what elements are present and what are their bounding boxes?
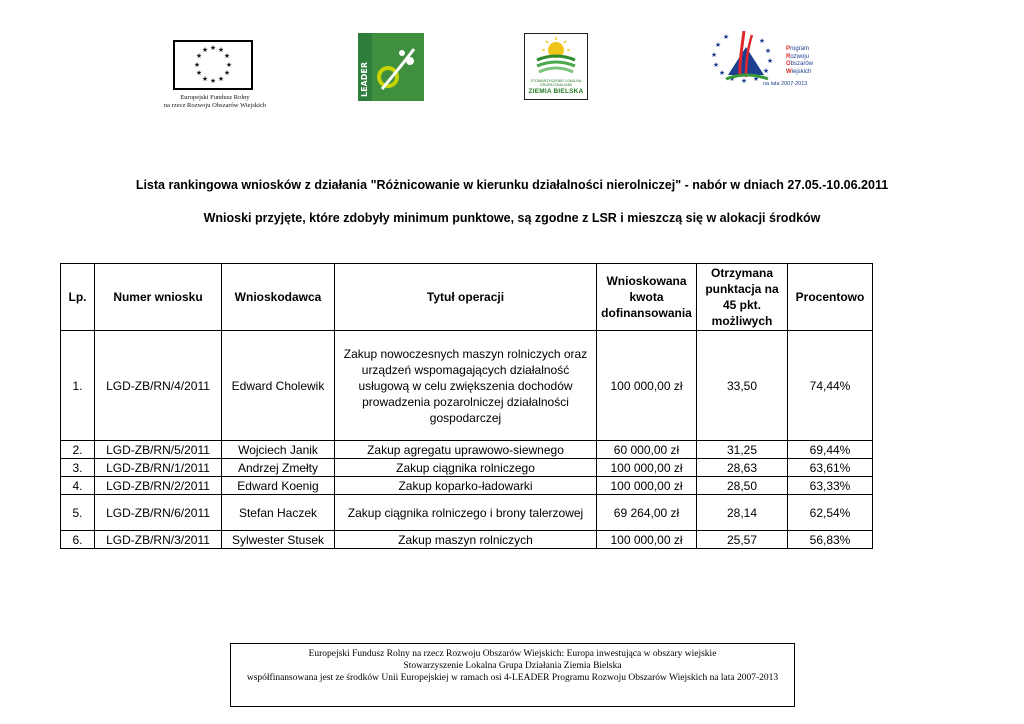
svg-text:★: ★ — [714, 41, 722, 49]
svg-text:★: ★ — [201, 46, 209, 54]
footer-box — [230, 643, 795, 707]
cell-kwota: 100 000,00 zł — [597, 459, 697, 477]
cell-tytul: Zakup koparko-ładowarki — [335, 477, 597, 495]
prow-line-4: Wiejskich — [786, 68, 812, 75]
cell-punktacja: 28,63 — [697, 459, 788, 477]
table-row — [61, 477, 873, 495]
cell-lp: 5. — [61, 495, 95, 531]
cell-numer: LGD-ZB/RN/6/2011 — [95, 495, 222, 531]
cell-kwota: 100 000,00 zł — [597, 331, 697, 441]
svg-text:★: ★ — [217, 75, 225, 83]
svg-text:★: ★ — [766, 57, 774, 65]
cell-lp: 3. — [61, 459, 95, 477]
table-row — [61, 331, 873, 441]
table-header-row — [61, 264, 873, 331]
svg-text:★: ★ — [758, 37, 766, 45]
svg-text:★: ★ — [209, 44, 217, 52]
cell-lp: 4. — [61, 477, 95, 495]
prow-line-3: Obszarów — [786, 61, 814, 67]
ranking-table — [60, 263, 873, 549]
cell-procent: 63,33% — [788, 477, 873, 495]
zb-name-text: ZIEMIA BIELSKA — [528, 88, 584, 95]
header-wnioskodawca: Wnioskodawca — [222, 264, 335, 331]
table-row — [61, 441, 873, 459]
svg-text:★: ★ — [195, 69, 203, 77]
page-subtitle: Wnioski przyjęte, które zdobyły minimum punktowe, są zgodne z LSR i mieszczą się w alokacji środków — [203, 211, 821, 225]
sun-field-icon — [525, 34, 587, 78]
cell-wnioskodawca: Stefan Haczek — [222, 495, 335, 531]
footer-line-2: Stowarzyszenie Lokalna Grupa Działania Ziemia Bielska — [403, 661, 622, 671]
table-row — [61, 459, 873, 477]
prow-line-1: Program — [786, 46, 810, 52]
cell-procent: 63,61% — [788, 459, 873, 477]
page-title: Lista rankingowa wniosków z działania "Różnicowanie w kierunku działalności nierolniczej" - nabór w dniach 27.05.-10.06.2011 — [135, 178, 889, 192]
svg-text:★: ★ — [201, 75, 209, 83]
table-row — [61, 531, 873, 549]
header-kwota: Wnioskowana kwota dofinansowania — [597, 264, 697, 331]
header-procent: Procentowo — [788, 264, 873, 331]
cell-kwota: 100 000,00 zł — [597, 531, 697, 549]
eu-flag-logo — [173, 40, 253, 90]
cell-numer: LGD-ZB/RN/4/2011 — [95, 331, 222, 441]
cell-kwota: 100 000,00 zł — [597, 477, 697, 495]
cell-numer: LGD-ZB/RN/5/2011 — [95, 441, 222, 459]
cell-numer: LGD-ZB/RN/1/2011 — [95, 459, 222, 477]
cell-procent: 62,54% — [788, 495, 873, 531]
cell-procent: 69,44% — [788, 441, 873, 459]
svg-text:★: ★ — [712, 61, 720, 69]
prow-name — [786, 46, 813, 76]
cell-procent: 74,44% — [788, 331, 873, 441]
cell-tytul: Zakup maszyn rolniczych — [335, 531, 597, 549]
svg-text:★: ★ — [752, 75, 760, 83]
svg-text:★: ★ — [217, 46, 225, 54]
svg-text:★: ★ — [728, 75, 736, 83]
cell-tytul: Zakup ciągnika rolniczego i brony talerzowej — [335, 495, 597, 531]
ziemia-bielska-logo — [524, 33, 588, 100]
svg-text:★: ★ — [193, 61, 201, 69]
cell-wnioskodawca: Edward Koenig — [222, 477, 335, 495]
cell-kwota: 69 264,00 zł — [597, 495, 697, 531]
header-punktacja: Otrzymana punktacja na 45 pkt. możliwych — [697, 264, 788, 331]
cell-punktacja: 25,57 — [697, 531, 788, 549]
cell-wnioskodawca: Andrzej Zmełty — [222, 459, 335, 477]
cell-lp: 2. — [61, 441, 95, 459]
header-tytul: Tytuł operacji — [335, 264, 597, 331]
cell-procent: 56,83% — [788, 531, 873, 549]
cell-tytul: Zakup ciągnika rolniczego — [335, 459, 597, 477]
cell-numer: LGD-ZB/RN/3/2011 — [95, 531, 222, 549]
cell-lp: 6. — [61, 531, 95, 549]
svg-text:★: ★ — [195, 52, 203, 60]
leader-logo-text: LEADER — [360, 61, 369, 97]
svg-text:★: ★ — [764, 47, 772, 55]
footer-line-3: współfinansowana jest ze środków Unii Europejskiej w ramach osi 4-LEADER Programu Rozwoju Obszarów Wiejskich na lata 2007-2013 — [246, 673, 779, 683]
cell-punktacja: 33,50 — [697, 331, 788, 441]
footer-line-1: Europejski Fundusz Rolny na rzecz Rozwoju Obszarów Wiejskich: Europa inwestująca w obszary wiejskie — [308, 649, 717, 659]
svg-text:★: ★ — [225, 61, 233, 69]
svg-text:★: ★ — [762, 67, 770, 75]
svg-text:★: ★ — [223, 52, 231, 60]
table-row — [61, 495, 873, 531]
zb-small-text: STOWARZYSZENIE LOKALNA GRUPA DZIAŁANIA — [530, 79, 582, 87]
header-lp: Lp. — [61, 264, 95, 331]
eu-logo-caption — [150, 94, 280, 110]
cell-tytul: Zakup agregatu uprawowo-siewnego — [335, 441, 597, 459]
svg-text:★: ★ — [718, 69, 726, 77]
cell-lp: 1. — [61, 331, 95, 441]
cell-wnioskodawca: Edward Cholewik — [222, 331, 335, 441]
cell-numer: LGD-ZB/RN/2/2011 — [95, 477, 222, 495]
prow-line-2: Rozwoju — [786, 53, 810, 60]
svg-text:★: ★ — [223, 69, 231, 77]
svg-text:★: ★ — [722, 33, 730, 41]
eu-stars-icon — [175, 42, 251, 88]
prow-years: na lata 2007-2013 — [763, 81, 808, 87]
prow-logo — [706, 25, 818, 95]
cell-wnioskodawca: Sylwester Stusek — [222, 531, 335, 549]
cell-punktacja: 28,50 — [697, 477, 788, 495]
svg-text:★: ★ — [710, 51, 718, 59]
cell-punktacja: 28,14 — [697, 495, 788, 531]
svg-text:★: ★ — [740, 77, 748, 85]
leader-logo — [358, 33, 424, 101]
cell-tytul: Zakup nowoczesnych maszyn rolniczych oraz urządzeń wspomagających działalność usługową w celu zwiększenia dochodów prowadzenia pozarolniczej działalności gospodarczej — [335, 331, 597, 441]
header-numer: Numer wniosku — [95, 264, 222, 331]
cell-punktacja: 31,25 — [697, 441, 788, 459]
cell-wnioskodawca: Wojciech Janik — [222, 441, 335, 459]
cell-kwota: 60 000,00 zł — [597, 441, 697, 459]
eu-caption-line2: na rzecz Rozwoju Obszarów Wiejskich — [163, 102, 267, 109]
eu-caption-line1: Europejski Fundusz Rolny — [180, 94, 250, 101]
svg-text:★: ★ — [209, 77, 217, 85]
